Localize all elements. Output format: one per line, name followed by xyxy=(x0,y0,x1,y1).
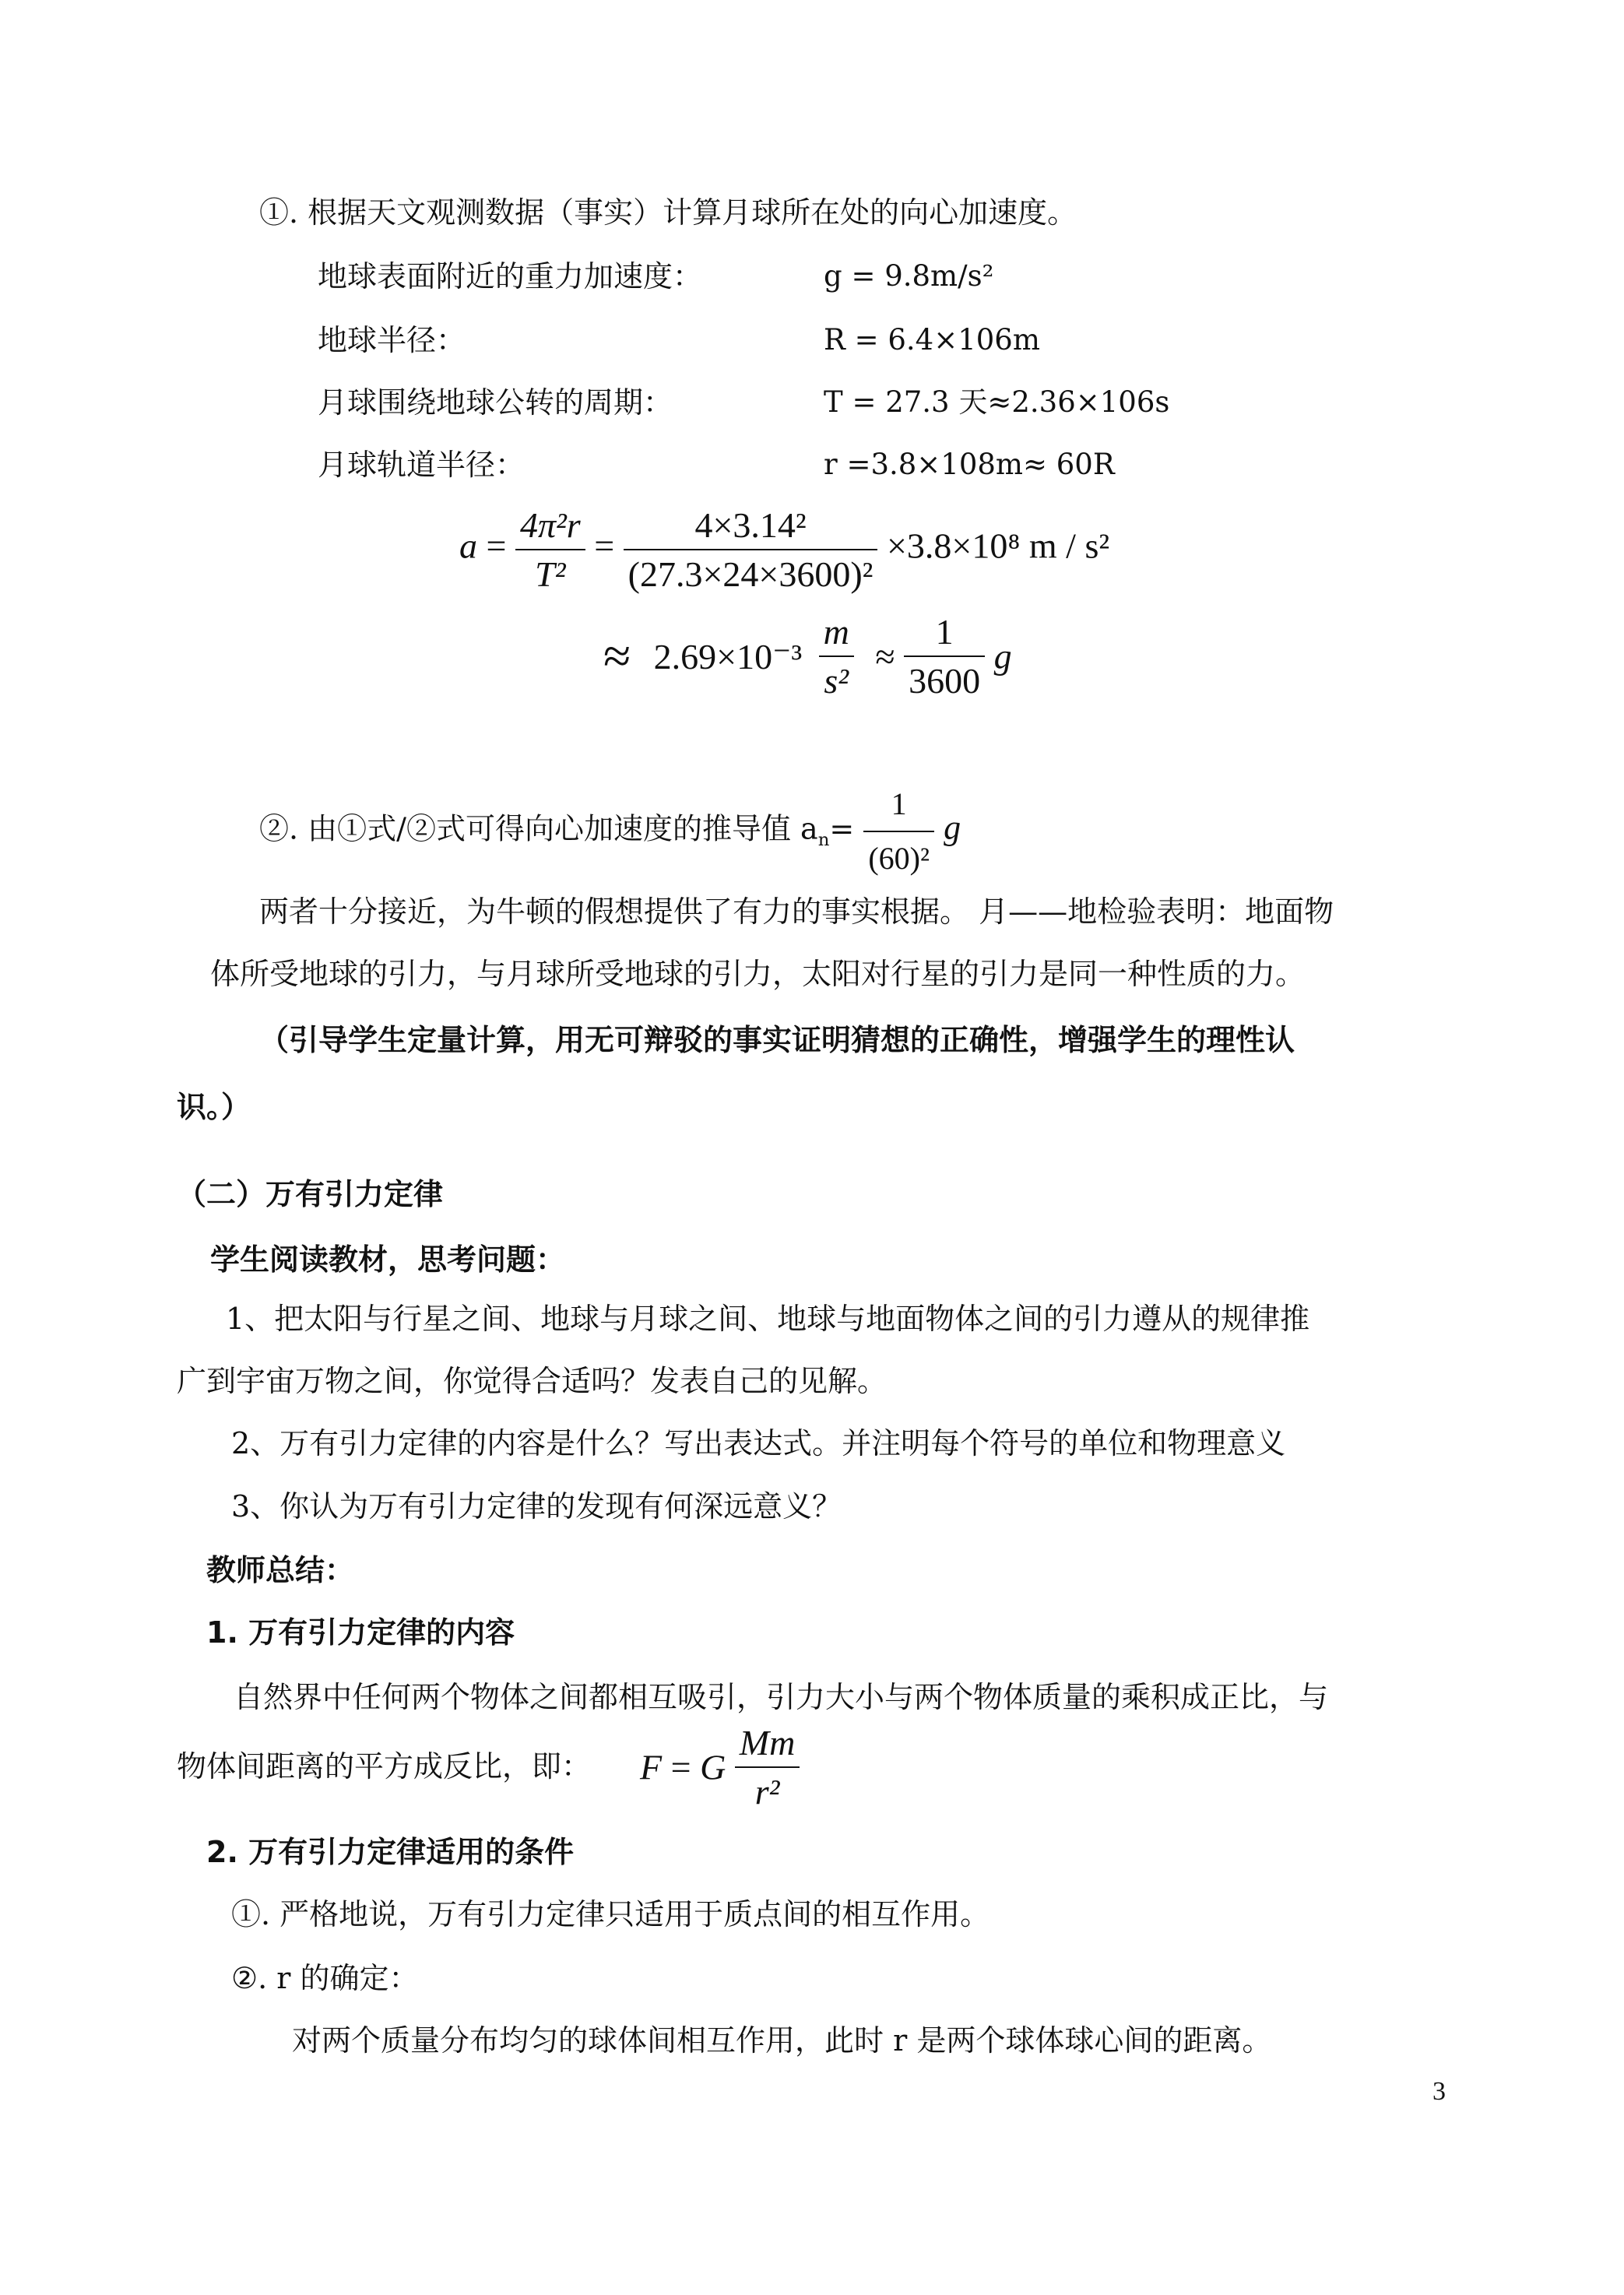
row-radius-label: 地球半径： xyxy=(318,323,466,357)
row-radius-value: R = 6.4×106m xyxy=(824,323,1040,357)
reading-prompt: 学生阅读教材，思考问题： xyxy=(210,1242,566,1277)
heading-law-content: 1. 万有引力定律的内容 xyxy=(206,1615,515,1650)
result-g: g xyxy=(993,636,1012,677)
condition3: 对两个质量分布均匀的球体间相互作用，此时 r 是两个球体球心间的距离。 xyxy=(292,2023,1272,2058)
law-frac xyxy=(735,1722,800,1812)
formula-frac2 xyxy=(624,504,878,595)
formula-eq1: = xyxy=(486,525,507,566)
result-approx2: ≈ xyxy=(875,636,895,677)
step2-prefix: ②. 由①式/②式可得向心加速度的推导值 a xyxy=(259,811,818,846)
step1-text: ①. 根据天文观测数据（事实）计算月球所在处的向心加速度。 xyxy=(259,195,1077,230)
law-line1: 自然界中任何两个物体之间都相互吸引，引力大小与两个物体质量的乘积成正比，与 xyxy=(234,1680,1329,1714)
heading-law-conditions: 2. 万有引力定律适用的条件 xyxy=(206,1835,575,1869)
formula-tail: ×3.8×10⁸ m / s² xyxy=(886,525,1110,566)
result-approx: ≈ xyxy=(603,628,631,684)
row-gravity-value: g = 9.8m/s² xyxy=(824,259,994,293)
formula-frac1-den: T² xyxy=(515,549,585,595)
formula-frac1-num: 4π²r xyxy=(519,505,581,545)
result-unit xyxy=(819,611,854,701)
law-frac-den: r² xyxy=(735,1766,800,1812)
para1-line1: 两者十分接近，为牛顿的假想提供了有力的事实根据。 月——地检验表明：地面物 xyxy=(259,894,1334,929)
step2-g: g xyxy=(944,808,961,847)
step2-frac xyxy=(863,781,934,882)
formula-a: a xyxy=(459,525,477,566)
formula-frac2-den: (27.3×24×3600)² xyxy=(624,549,878,595)
formula-frac2-num: 4×3.14² xyxy=(694,505,807,545)
step2-eq: = xyxy=(829,811,855,846)
step2-text xyxy=(259,781,961,882)
question1-line1: 1、把太阳与行星之间、地球与月球之间、地球与地面物体之间的引力遵从的规律推 xyxy=(226,1302,1310,1336)
step2-frac-den: (60)² xyxy=(863,831,934,882)
row-orbit-value: r =3.8×108m≈ 60R xyxy=(824,448,1115,481)
gravitation-formula xyxy=(640,1722,800,1812)
step2-frac-num: 1 xyxy=(891,786,907,821)
result-unit-den: s² xyxy=(819,655,854,701)
row-period-value: T = 27.3 天≈2.36×106s xyxy=(824,385,1170,419)
row-period-label: 月球围绕地球公转的周期： xyxy=(318,385,673,420)
centripetal-result xyxy=(603,611,1012,701)
row-gravity-label: 地球表面附近的重力加速度： xyxy=(318,259,703,293)
formula-eq2: = xyxy=(594,525,615,566)
law-G: G xyxy=(700,1747,726,1787)
result-unit-num: m xyxy=(823,612,849,652)
condition1: ①. 严格地说，万有引力定律只适用于质点间的相互作用。 xyxy=(231,1897,990,1931)
law-F: F xyxy=(640,1747,663,1787)
result-frac-den: 3600 xyxy=(904,655,985,701)
result-frac-num: 1 xyxy=(935,612,954,652)
centripetal-formula xyxy=(459,504,1109,595)
teacher-summary: 教师总结： xyxy=(206,1553,355,1587)
law-line2: 物体间距离的平方成反比，即： xyxy=(177,1749,592,1784)
formula-frac1 xyxy=(515,504,585,595)
bold-note-line2: 识。） xyxy=(177,1090,251,1124)
question1-line2: 广到宇宙万物之间，你觉得合适吗？发表自己的见解。 xyxy=(177,1364,888,1398)
condition2: ②. r 的确定： xyxy=(231,1961,419,1995)
law-frac-num: Mm xyxy=(739,1723,796,1763)
para1-line2: 体所受地球的引力，与月球所受地球的引力，太阳对行星的引力是同一种性质的力。 xyxy=(210,957,1306,991)
result-frac xyxy=(904,611,985,701)
step2-sub: n xyxy=(817,830,830,851)
question3: 3、你认为万有引力定律的发现有何深远意义？ xyxy=(231,1489,842,1524)
row-orbit-label: 月球轨道半径： xyxy=(318,448,526,482)
result-value: 2.69×10⁻³ xyxy=(653,637,803,677)
page-number: 3 xyxy=(1432,2077,1446,2106)
question2: 2、万有引力定律的内容是什么？写出表达式。并注明每个符号的单位和物理意义 xyxy=(231,1426,1286,1460)
law-eq: = xyxy=(670,1747,691,1787)
bold-note-line1: （引导学生定量计算，用无可辩驳的事实证明猜想的正确性，增强学生的理性认 xyxy=(259,1023,1295,1057)
section2-heading: （二）万有引力定律 xyxy=(177,1177,444,1211)
